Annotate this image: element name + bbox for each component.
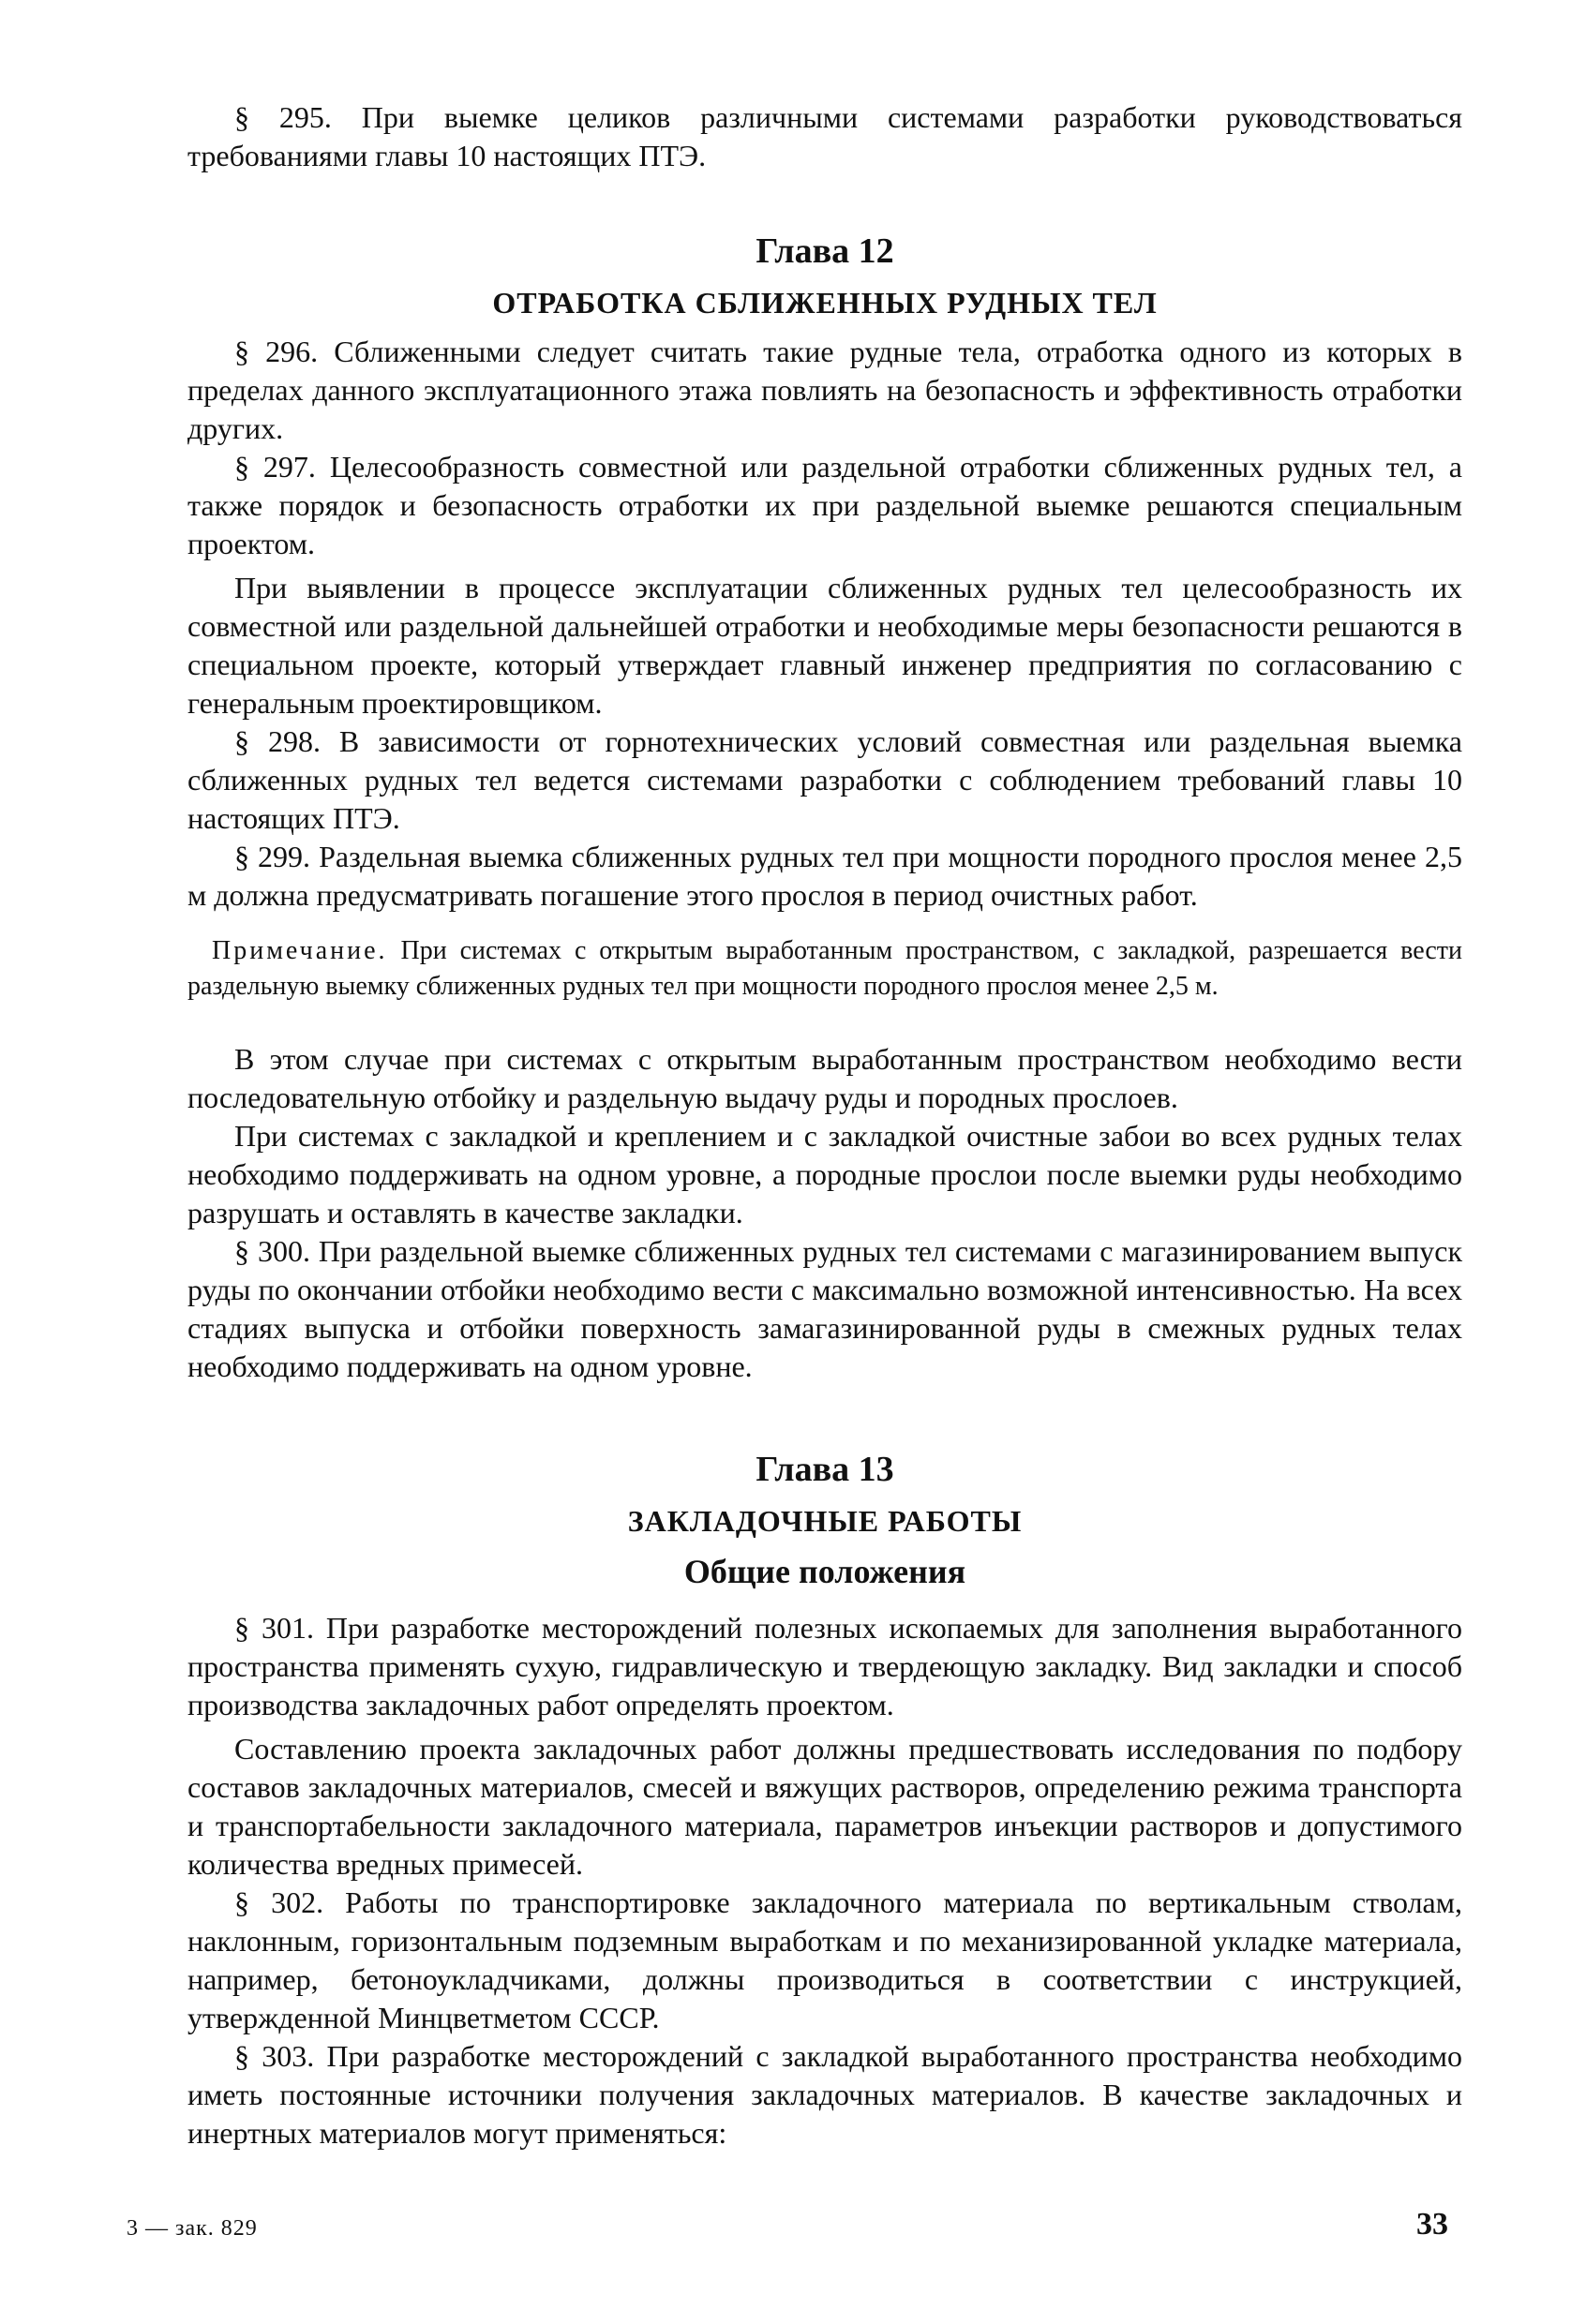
page-footer bbox=[127, 2207, 1448, 2252]
paragraph-303: § 303. При разработке месторождений с закладкой выработанного пространства необходимо иметь постоянные источники получения закладочных материалов. В качестве закладочных и инертных материалов могут применяться: bbox=[187, 2039, 1462, 2150]
paragraph-301-continuation: Составлению проекта закладочных работ должны предшествовать исследования по подбору составов закладочных материалов, смесей и вяжущих растворов, определению режима транспорта и транспортабельности закладочного материала, параметров инъекции растворов и допустимого количества вредных примесей. bbox=[187, 1732, 1462, 1881]
paragraph-300: § 300. При раздельной выемке сближенных рудных тел системами с магазинированием выпуск руды по окончании отбойки необходимо вести с максимально возможной интенсивностью. На всех стадиях выпуска и отбойки поверхность замагазинированной руды в смежных рудных телах необходимо поддерживать на одном уровне. bbox=[187, 1234, 1462, 1383]
paragraph-note-followup-2: При системах с закладкой и креплением и с закладкой очистные забои во всех рудных телах необходимо поддерживать на одном уровне, а породные прослои после выемки руды необходимо разрушать и оставлять в качестве закладки. bbox=[187, 1119, 1462, 1229]
chapter-13-title: ЗАКЛАДОЧНЫЕ РАБОТЫ bbox=[627, 1504, 1023, 1538]
paragraph-298: § 298. В зависимости от горнотехнических условий совместная или раздельная выемка сближенных рудных тел ведется системами разработки с соблюдением требований главы 10 настоящих ПТЭ. bbox=[187, 724, 1462, 835]
paragraph-note-followup-1: В этом случае при системах с открытым выработанным пространством необходимо вести последовательную отбойку и раздельную выдачу руды и породных прослоев. bbox=[187, 1042, 1462, 1114]
document-page bbox=[187, 98, 1462, 2153]
footer-print-mark: 3 — зак. 829 bbox=[127, 2216, 258, 2241]
paragraph-297-continuation: При выявлении в процессе эксплуатации сближенных рудных тел целесообразность их совместной или раздельной дальнейшей отработки и необходимые меры безопасности решаются в специальном проекте, который утверждает главный инженер предприятия по согласованию с генеральным проектировщиком. bbox=[187, 571, 1462, 720]
paragraph-295: § 295. При выемке целиков различными системами разработки руководствоваться требованиями главы 10 настоящих ПТЭ. bbox=[187, 100, 1462, 172]
note-text: При системах с открытым выработанным пространством, с закладкой, разрешается вести раздельную выемку сближенных рудных тел при мощности породного прослоя менее 2,5 м. bbox=[187, 936, 1463, 1001]
chapter-12-heading: Глава 12 bbox=[756, 231, 894, 271]
note bbox=[187, 933, 1462, 1005]
note-label: Примечание. bbox=[212, 936, 388, 965]
paragraph-302: § 302. Работы по транспортировке закладочного материала по вертикальным стволам, наклонным, горизонтальным подземным выработкам и по механизированной укладке материала, например, бетоноукладчиками, должны производиться в соответствии с инструкцией, утвержденной Минцветметом СССР. bbox=[187, 1885, 1462, 2034]
section-title-general: Общие положения bbox=[683, 1553, 966, 1590]
paragraph-301: § 301. При разработке месторождений полезных ископаемых для заполнения выработанного пространства применять сухую, гидравлическую и твердеющую закладку. Вид закладки и способ производства закладочных работ определять проектом. bbox=[187, 1611, 1462, 1721]
chapter-12-title: ОТРАБОТКА СБЛИЖЕННЫХ РУДНЫХ ТЕЛ bbox=[492, 286, 1158, 320]
page-number: 33 bbox=[1416, 2207, 1448, 2242]
paragraph-296: § 296. Сближенными следует считать такие рудные тела, отработка одного из которых в пределах данного эксплуатационного этажа повлиять на безопасность и эффективность отработки других. bbox=[187, 335, 1462, 445]
chapter-13-heading: Глава 13 bbox=[756, 1450, 894, 1489]
paragraph-299: § 299. Раздельная выемка сближенных рудных тел при мощности породного прослоя менее 2,5 м должна предусматривать погашение этого прослоя в период очистных работ. bbox=[187, 840, 1462, 912]
paragraph-297: § 297. Целесообразность совместной или раздельной отработки сближенных рудных тел, а также порядок и безопасность отработки их при раздельной выемке решаются специальным проектом. bbox=[187, 450, 1462, 560]
